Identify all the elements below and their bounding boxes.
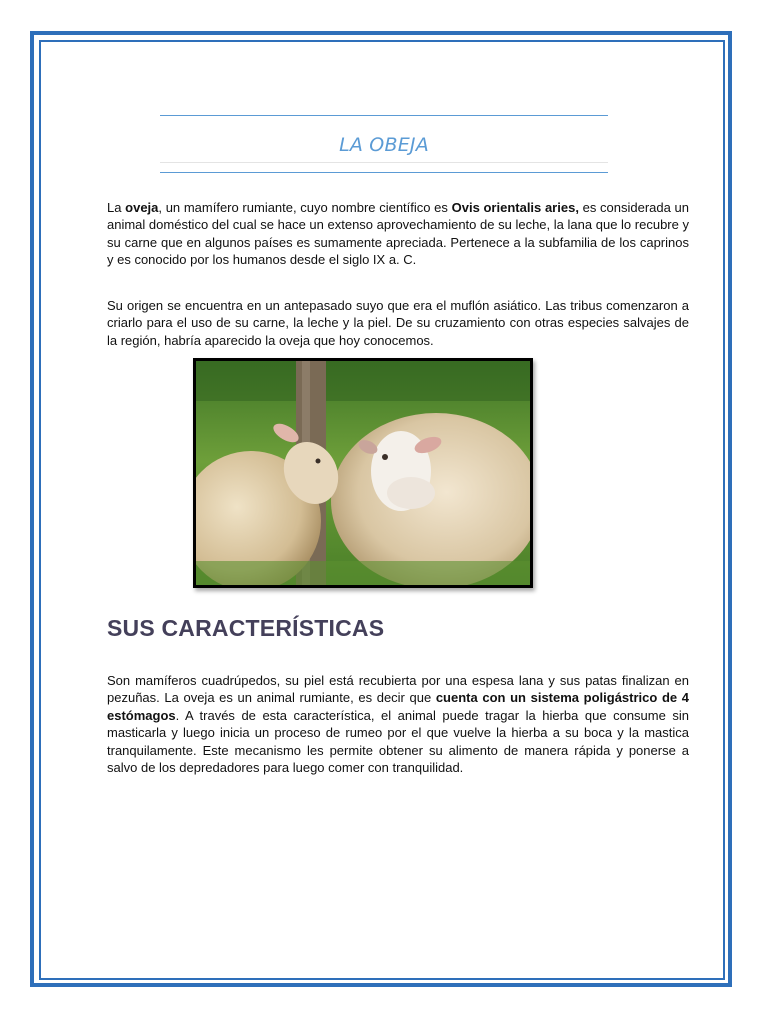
- text-run: La: [107, 200, 126, 215]
- title-box: [160, 115, 608, 173]
- text-run: es considerada un animal doméstico del cual se hace un extenso aprovechamiento de su leche, la lana que lo recubre y su carne que en algunos países es sumamente apreciada. Pertenece a la subfamilia de los caprinos y es conocido por los humanos desde el siglo IX a. C.: [107, 200, 690, 268]
- text-run: Son mamíferos cuadrúpedos, su piel está recubierta por una espesa lana y sus patas finalizan en pezuñas. La oveja es un animal rumiante, es decir que: [107, 673, 689, 706]
- section-heading: SUS CARACTERÍSTICAS: [107, 615, 385, 641]
- text-run: . A través de esta característica, el animal puede tragar la hierba que consume sin masticarla y luego inicia un proceso de rumeo por el que vuelve la hierba a su boca y la mastica tranquilamente. Este mecanismo les permite obtener su alimento de manera rápida y ponerse a salvo de los depredadores para luego comer con tranquilidad.: [107, 707, 689, 776]
- characteristics-paragraph: [107, 672, 689, 776]
- bold-text: cuenta con un sistema poligástrico de 4 estómagos: [107, 690, 689, 723]
- bold-text: Ovis orientalis aries,: [451, 200, 579, 215]
- title-underline: [160, 162, 608, 163]
- sheep-photo-illustration: [196, 361, 530, 585]
- page-title: LA OBEJA: [339, 134, 429, 156]
- bold-text: oveja: [125, 200, 159, 215]
- intro-paragraph-2: Su origen se encuentra en un antepasado suyo que era el muflón asiático. Las tribus comenzaron a criarlo para el uso de su carne, la leche y la piel. De su cruzamiento con otras especies salvajes de la región, habría aparecido la oveja que hoy conocemos.: [107, 298, 689, 348]
- sheep-photo: [193, 358, 533, 588]
- text-run: , un mamífero rumiante, cuyo nombre científico es: [158, 200, 452, 215]
- intro-paragraph-1: [107, 199, 689, 269]
